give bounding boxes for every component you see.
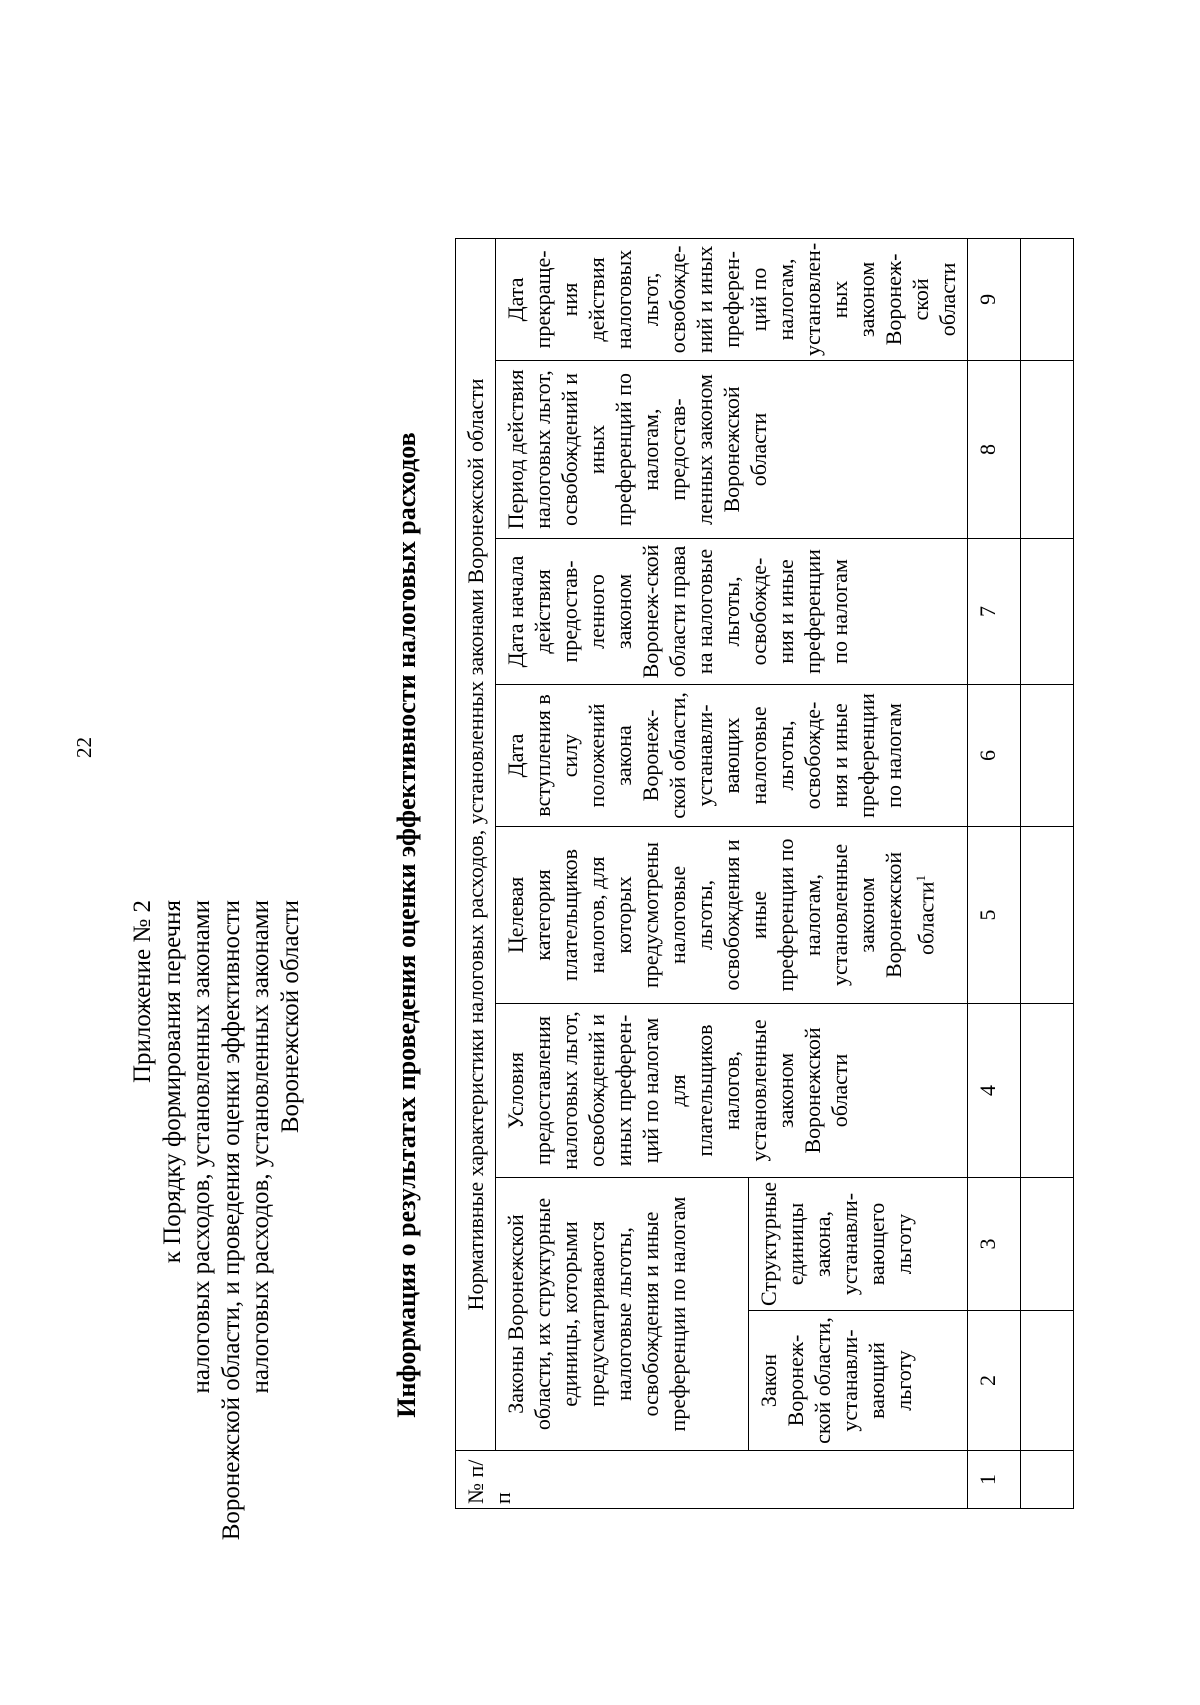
- empty-cell: [1021, 238, 1074, 360]
- column-number: 3: [968, 1177, 1021, 1310]
- appendix-line: налоговых расходов, установленных законами: [247, 900, 274, 1394]
- col-header-end-date: Дата прекраще-ния действия налоговых льгот, освобожде-ний и иных преферен-ций по налогам, установлен-ных законом Воронеж-ской области: [496, 238, 968, 360]
- column-number: 4: [968, 1003, 1021, 1177]
- empty-cell: [1021, 1451, 1074, 1509]
- appendix-header: [128, 900, 305, 1540]
- appendix-line: Приложение № 2: [129, 900, 156, 1084]
- laws-header: Законы Воронежской области, их структурные единицы, которыми предусматриваются налоговые льготы, освобождения и иные преференции по налогам: [496, 1177, 749, 1450]
- appendix-line: налоговых расходов, установленных законами: [188, 900, 215, 1394]
- col-header-start-date: Дата начала действия предостав-ленного законом Воронеж-ской области права на налоговые льготы, освобожде-ния и иные преференции по налогам: [496, 538, 968, 684]
- empty-cell: [1021, 538, 1074, 684]
- appendix-line: Воронежской области, и проведения оценки эффективности: [217, 900, 245, 1541]
- col-header-number: № п/п: [456, 1451, 968, 1509]
- column-number: 2: [968, 1311, 1021, 1451]
- empty-cell: [1021, 360, 1074, 538]
- col-header-conditions: Условия предоставления налоговых льгот, освобождений и иных преферен-ций по налогам для плательщиков налогов, установленные законом Воронежской области: [496, 1003, 968, 1177]
- col-header-period: Период действия налоговых льгот, освобождений и иных преференций по налогам, предостав-ленных законом Воронежской области: [496, 360, 968, 538]
- empty-cell: [1021, 1003, 1074, 1177]
- header-row-1: [456, 238, 496, 1508]
- page-number: 22: [72, 737, 96, 758]
- empty-cell: [1021, 1311, 1074, 1451]
- col-header-target-category: [496, 826, 968, 1003]
- column-number-row: [968, 238, 1021, 1508]
- col-header-structural-units: Структурные единицы закона, устанавли-вающего льготу: [748, 1177, 967, 1310]
- tax-expenditure-table: [455, 238, 1074, 1509]
- document-title: Информация о результатах проведения оценки эффективности налоговых расходов: [392, 432, 421, 1418]
- column-number: 5: [968, 826, 1021, 1003]
- column-number: 8: [968, 360, 1021, 538]
- column-number: 1: [968, 1451, 1021, 1509]
- appendix-line: к Порядку формирования перечня: [158, 900, 186, 1264]
- column-number: 7: [968, 538, 1021, 684]
- column-number: 9: [968, 238, 1021, 360]
- column-number: 6: [968, 684, 1021, 826]
- empty-cell: [1021, 1177, 1074, 1310]
- col-header-law: Закон Воронеж-ской области, устанавли-вающий льготу: [748, 1311, 967, 1451]
- col-header-effective-date: Дата вступления в силу положений закона Воронеж-ской области, устанавли-вающих налоговые льготы, освобожде-ния и иные преференции по налогам: [496, 684, 968, 826]
- col5-text: Целевая категория плательщиков налогов, для которых предусмотрены налоговые льготы, освобождения и иные преференции по налогам, установленные законом Воронежской области: [503, 838, 939, 992]
- header-row-2: [496, 238, 749, 1508]
- appendix-line: Воронежской области: [276, 900, 304, 1134]
- empty-data-row: [1021, 238, 1074, 1508]
- empty-cell: [1021, 684, 1074, 826]
- group-header: Нормативные характеристики налоговых расходов, установленных законами Воронежской области: [456, 238, 496, 1450]
- empty-cell: [1021, 826, 1074, 1003]
- footnote-mark: 1: [913, 874, 928, 882]
